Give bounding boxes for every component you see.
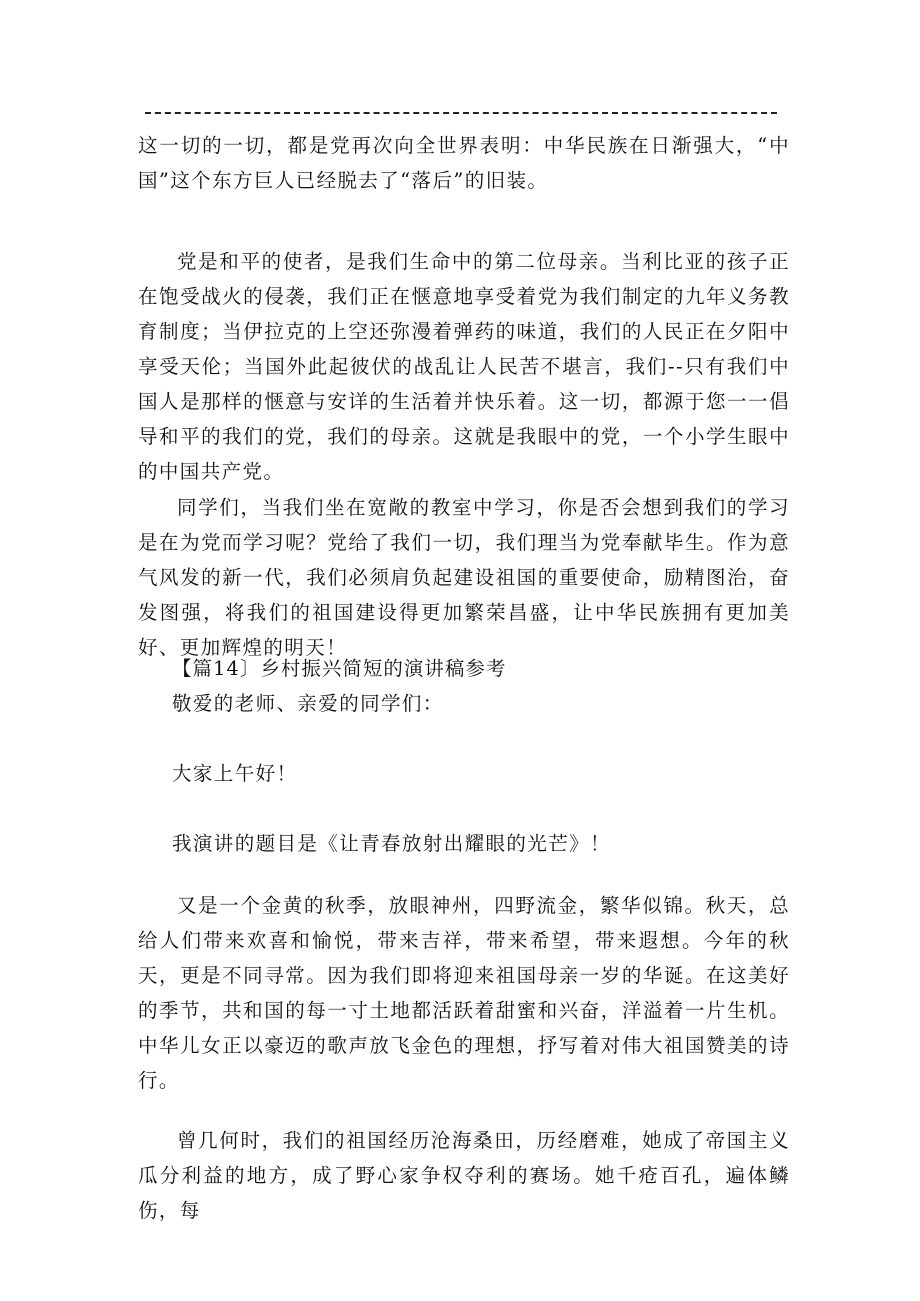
dashed-separator	[145, 112, 777, 114]
autumn-block	[138, 888, 790, 1098]
section-heading: 【篇14〕乡村振兴简短的演讲稿参考	[172, 657, 507, 680]
history-block	[138, 1123, 790, 1228]
intro-block	[138, 128, 790, 198]
students-block	[138, 490, 790, 665]
greeting-line: 大家上午好！	[172, 762, 298, 785]
paragraph-students: 同学们，当我们坐在宽敞的教室中学习，你是否会想到我们的学习是在为党而学习呢？党给了我们一切，我们理当为党奉献毕生。作为意气风发的新一代，我们必须肩负起建设祖国的重要使命，励精图治，奋发图强，将我们的祖国建设得更加繁荣昌盛，让中华民族拥有更加美好、更加辉煌的明天！	[138, 496, 790, 659]
salutation-line: 敬爱的老师、亲爱的同学们：	[172, 692, 444, 715]
intro-paragraph: 这一切的一切，都是党再次向全世界表明：中华民族在日渐强大，“中国”这个东方巨人已经脱去了“落后”的旧装。	[138, 134, 790, 192]
party-peace-block	[138, 244, 790, 489]
topic-line: 我演讲的题目是《让青春放射出耀眼的光芒》！	[172, 832, 611, 855]
paragraph-autumn: 又是一个金黄的秋季，放眼神州，四野流金，繁华似锦。秋天，总给人们带来欢喜和愉悦，带来吉祥，带来希望，带来遐想。今年的秋天，更是不同寻常。因为我们即将迎来祖国母亲一岁的华诞。在这美好的季节，共和国的每一寸土地都活跃着甜蜜和兴奋，洋溢着一片生机。中华儿女正以豪迈的歌声放飞金色的理想，抒写着对伟大祖国赞美的诗行。	[138, 894, 790, 1092]
paragraph-history: 曾几何时，我们的祖国经历沧海桑田，历经磨难，她成了帝国主义瓜分利益的地方，成了野心家争权夺利的赛场。她千疮百孔，遍体鳞伤，每	[138, 1129, 790, 1222]
paragraph-party-peace: 党是和平的使者，是我们生命中的第二位母亲。当利比亚的孩子正在饱受战火的侵袭，我们正在惬意地享受着党为我们制定的九年义务教育制度；当伊拉克的上空还弥漫着弹药的味道，我们的人民正在夕阳中享受天伦；当国外此起彼伏的战乱让人民苦不堪言，我们--只有我们中国人是那样的惬意与安详的生活着并快乐着。这一切，都源于您一一倡导和平的我们的党，我们的母亲。这就是我眼中的党，一个小学生眼中的中国共产党。	[138, 250, 790, 483]
